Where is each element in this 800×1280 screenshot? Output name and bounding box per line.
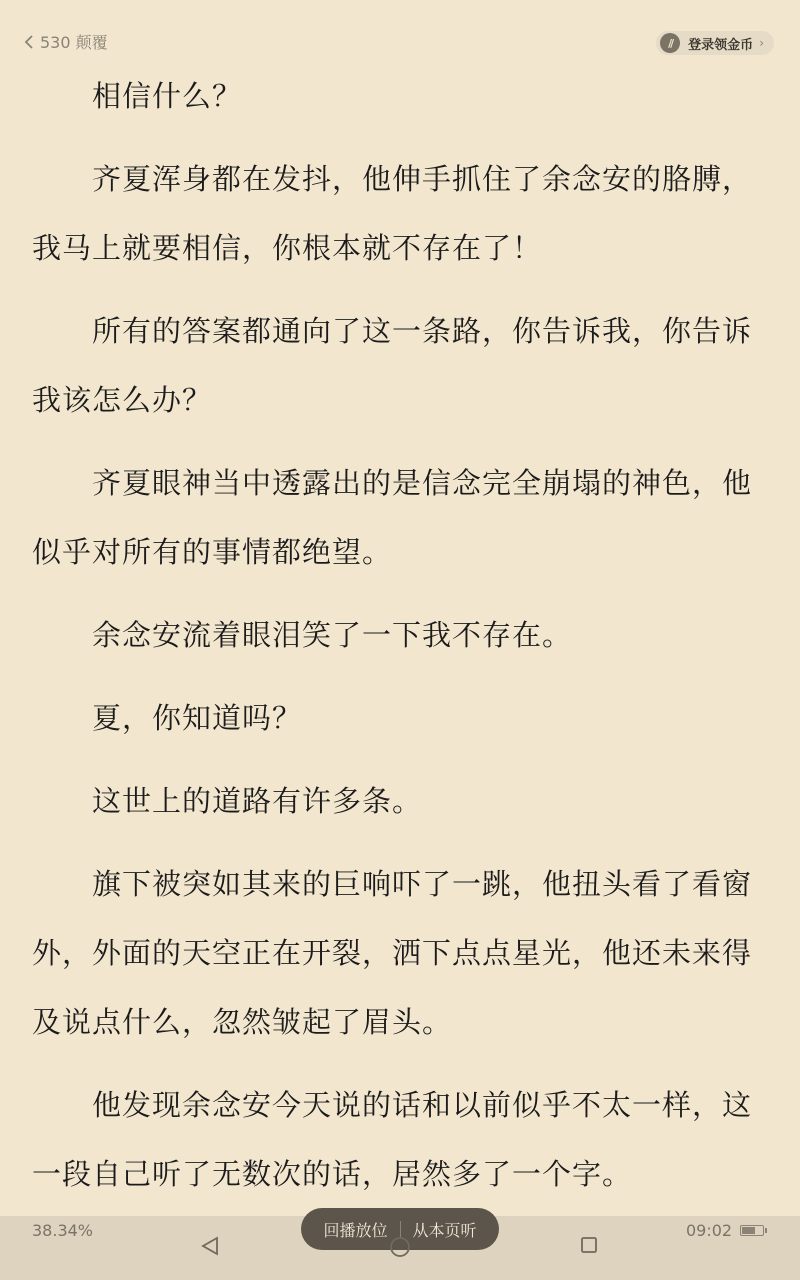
paragraph: 旗下被突如其来的巨响吓了一跳，他扭头看了看窗外，外面的天空正在开裂，洒下点点星光，他还未来得及说点什么，忽然皱起了眉头。 [32,867,753,1039]
listen-from-page-button[interactable]: 从本页听 [412,1220,477,1240]
paragraph: 齐夏浑身都在发抖，他伸手抓住了余念安的胳膊，我马上就要相信，你根本就不存在了！ [32,162,753,265]
resume-playback-button[interactable]: 回播放位 [323,1220,388,1240]
chevron-right-icon: › [759,36,764,50]
paragraph: 夏，你知道吗？ [92,701,303,735]
paragraph: 所有的答案都通向了这一条路，你告诉我，你告诉我该怎么办？ [32,314,753,417]
reading-progress: 38.34% [32,1221,94,1240]
paragraph: 这世上的道路有许多条。 [92,784,423,818]
back-button[interactable] [24,30,108,53]
paragraph: 相信什么？ [92,79,243,113]
login-coin-button[interactable] [656,31,774,55]
paragraph: 齐夏眼神当中透露出的是信念完全崩塌的神色，他似乎对所有的事情都绝望。 [32,466,753,569]
chevron-left-icon [24,34,34,50]
battery-level [742,1227,755,1234]
battery-icon [740,1225,764,1236]
paragraph: 他发现余念安今天说的话和以前似乎不太一样，这一段自己听了无数次的话，居然多了一个字。 [32,1088,753,1191]
coin-icon: // [660,33,680,53]
reader-header [0,0,800,70]
paragraph: 余念安流着眼泪笑了一下我不存在。 [92,618,573,652]
triangle-back-icon[interactable] [201,1236,219,1256]
coin-label: 登录领金币 [688,37,754,53]
circle-home-icon[interactable] [389,1236,411,1258]
square-recents-icon[interactable] [580,1236,598,1254]
chapter-text [32,62,772,1223]
clock: 09:02 [686,1221,733,1240]
chapter-title: 530 颠覆 [40,33,108,52]
